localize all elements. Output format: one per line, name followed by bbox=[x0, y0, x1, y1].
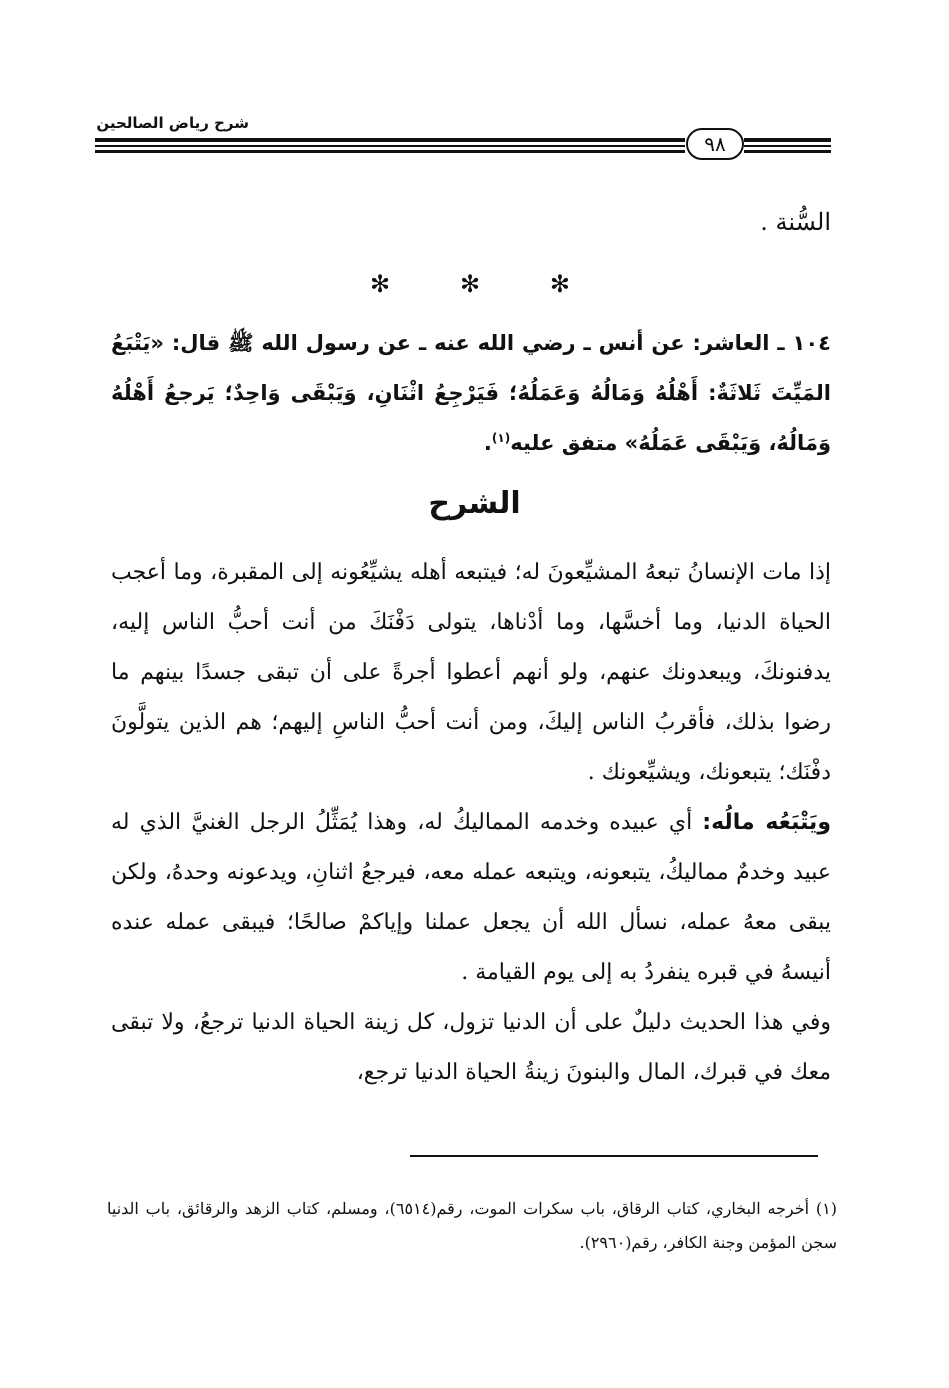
section-separator bbox=[370, 270, 570, 298]
footnote bbox=[107, 1192, 837, 1260]
paragraph bbox=[111, 998, 831, 1098]
hadith-text bbox=[111, 318, 831, 468]
asterism-icon: ✻ bbox=[370, 270, 391, 298]
hadith-body: ١٠٤ ـ العاشر: عن أنس ـ رضي الله عنه ـ عن رسول الله ﷺ قال: «يَتْبَعُ المَيِّتَ ثَلاثَةٌ: أَهْلُهُ وَمَالُهُ وَعَمَلُهُ؛ فَيَرْجِعُ اثْنَانِ، وَيَبْقَى وَاحِدٌ؛ يَرجعُ أَهْلُهُ وَمَالُهُ، وَيَبْقَى عَمَلُهُ» متفق عليه bbox=[111, 331, 831, 455]
footnote-text: أخرجه البخاري، كتاب الرقاق، باب سكرات الموت، رقم(٦٥١٤)، ومسلم، كتاب الزهد والرقائق، باب الدنيا سجن المؤمن وجنة الكافر، رقم(٢٩٦٠). bbox=[107, 1199, 837, 1252]
footnote-divider bbox=[410, 1155, 818, 1157]
paragraph-text: وفي هذا الحديث دليلٌ على أن الدنيا تزول، كل زينة الحياة الدنيا ترجعُ، ولا تبقى معك في قبرك، المال والبنونَ زينةُ الحياة الدنيا ترجع، bbox=[111, 1010, 831, 1085]
page-number-badge: ٩٨ bbox=[686, 128, 744, 160]
paragraph-lead: ويَتْبَعُه مالُه: bbox=[702, 810, 831, 835]
footnote-marker: (١) bbox=[815, 1199, 837, 1218]
asterism-icon: ✻ bbox=[549, 270, 570, 298]
footnote-ref: (١) bbox=[491, 431, 511, 445]
header-rule bbox=[95, 138, 685, 142]
paragraph-text: إذا مات الإنسانُ تبعهُ المشيِّعونَ له؛ فيتبعه أهله يشيِّعُونه إلى المقبرة، وما أعجب الحياة الدنيا، وما أخسَّها، وما أدْناها، يتولى دَفْنَكَ من أنت أحبُّ الناس إليه، يدفنونكَ، ويبعدونك عنهم، ولو أنهم أعطوا أجرةً على أن تبقى جسدًا بينهم ما رضوا بذلك، فأقربُ الناس إليكَ، ومن أنت أحبُّ الناسِ إليهم؛ هم الذين يتولَّونَ دفْنَك؛ يتبعونك، ويشيِّعونك . bbox=[111, 560, 831, 785]
header-rule bbox=[95, 150, 685, 153]
header-rule bbox=[744, 145, 831, 147]
running-header-title: شرح رياض الصالحين bbox=[96, 114, 249, 132]
hadith-end: . bbox=[483, 431, 492, 455]
header-rule bbox=[95, 145, 685, 147]
paragraph bbox=[111, 798, 831, 998]
header-rule bbox=[744, 138, 831, 142]
commentary-body bbox=[111, 548, 831, 1098]
paragraph-text: أي عبيده وخدمه المماليكُ له، وهذا يُمَثِّلُ الرجل الغنيَّ الذي له عبيد وخدمٌ مماليكُ، يتبعونه، ويتبعه عمله معه، فيرجعُ اثنانِ، ويدعونه وحدهُ، ولكن يبقى معهُ عمله، نسأل الله أن يجعل عملنا وإياكمْ صالحًا؛ فيبقى عمله عنده أنيسهُ في قبره ينفردُ به إلى يوم القيامة . bbox=[111, 810, 831, 985]
section-heading: الشرح bbox=[428, 486, 521, 521]
paragraph bbox=[111, 548, 831, 798]
asterism-icon: ✻ bbox=[459, 270, 481, 298]
header-rule bbox=[744, 150, 831, 153]
intro-text: السُّنة . bbox=[760, 208, 831, 236]
